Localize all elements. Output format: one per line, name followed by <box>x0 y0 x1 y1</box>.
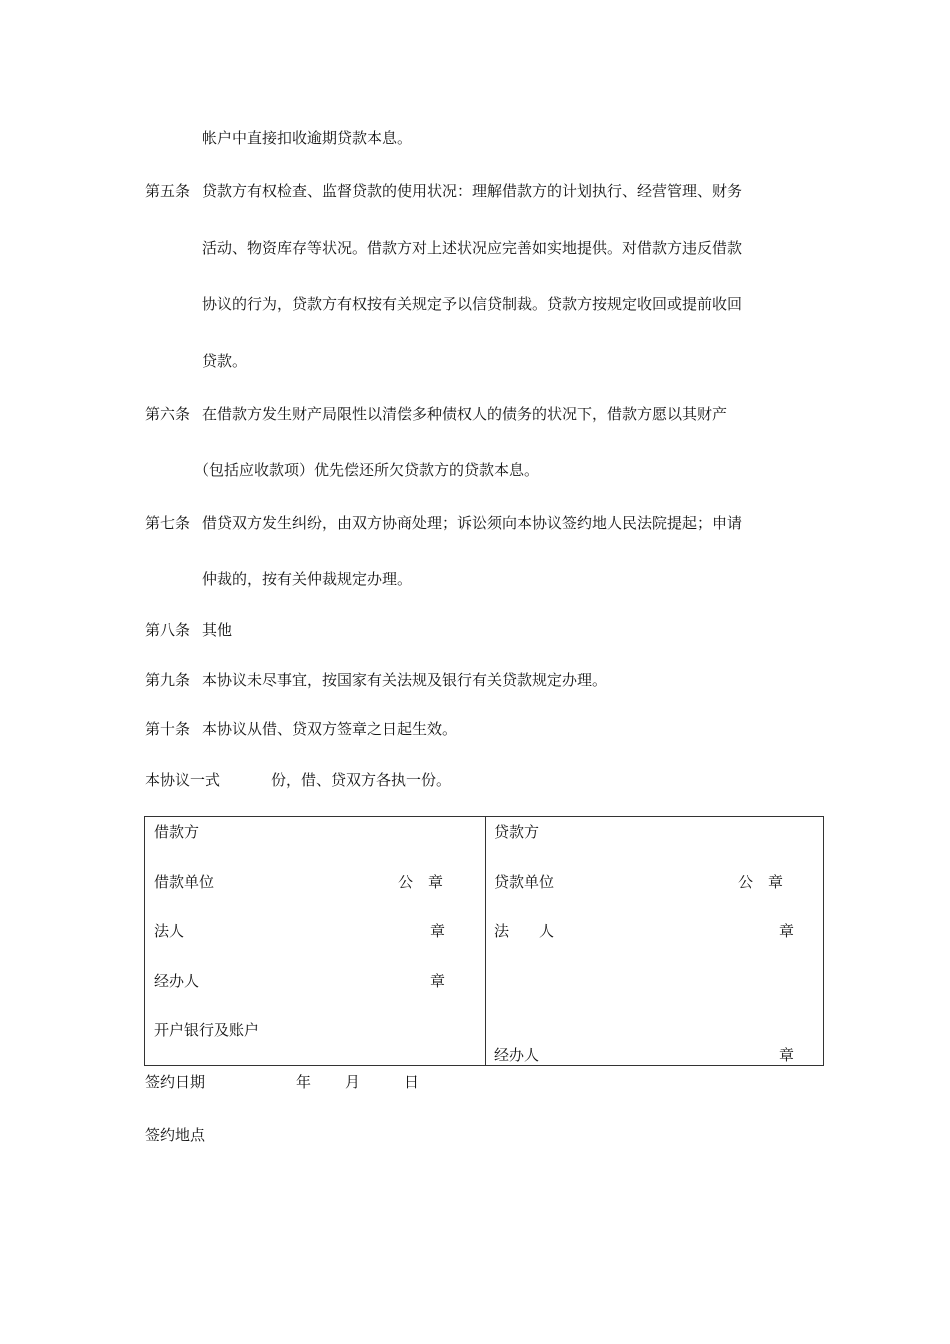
article-8-label: 第八条 <box>145 621 191 639</box>
borrower-legal-label: 法人 <box>154 922 185 940</box>
copies-suffix: 份，借、贷双方各执一份。 <box>271 771 452 789</box>
borrower-agent-seal: 章 <box>430 972 446 990</box>
sign-date-month: 月 <box>345 1073 361 1091</box>
table-divider <box>485 817 486 1065</box>
sign-date-label: 签约日期 <box>145 1073 206 1091</box>
borrower-unit-label: 借款单位 <box>154 873 215 891</box>
article-5-line-4: 贷款。 <box>202 352 248 370</box>
article-6-line-2: （包括应收款项）优先偿还所欠贷款方的贷款本息。 <box>194 461 540 479</box>
copies-prefix: 本协议一式 <box>145 771 221 789</box>
continuation-text: 帐户中直接扣收逾期贷款本息。 <box>202 129 413 147</box>
borrower-agent-label: 经办人 <box>154 972 200 990</box>
article-5-line-1: 贷款方有权检查、监督贷款的使用状况：理解借款方的计划执行、经营管理、财务 <box>202 182 743 200</box>
article-10-line-1: 本协议从借、贷双方签章之日起生效。 <box>202 720 458 738</box>
lender-agent-seal: 章 <box>779 1046 795 1064</box>
lender-agent-label: 经办人 <box>494 1046 540 1064</box>
article-6-line-1: 在借款方发生财产局限性以清偿多种债权人的债务的状况下，借款方愿以其财产 <box>202 405 728 423</box>
borrower-legal-seal: 章 <box>430 922 446 940</box>
article-7-line-1: 借贷双方发生纠纷，由双方协商处理；诉讼须向本协议签约地人民法院提起；申请 <box>202 514 743 532</box>
article-8-line-1: 其他 <box>202 621 233 639</box>
sign-date-year: 年 <box>296 1073 312 1091</box>
sign-date-day: 日 <box>404 1073 420 1091</box>
article-7-line-2: 仲裁的，按有关仲裁规定办理。 <box>202 570 413 588</box>
article-9-line-1: 本协议未尽事宜，按国家有关法规及银行有关贷款规定办理。 <box>202 671 608 689</box>
article-9-label: 第九条 <box>145 671 191 689</box>
article-7-label: 第七条 <box>145 514 191 532</box>
article-5-label: 第五条 <box>145 182 191 200</box>
article-5-line-3: 协议的行为，贷款方有权按有关规定予以信贷制裁。贷款方按规定收回或提前收回 <box>202 295 743 313</box>
lender-unit-seal: 公 章 <box>738 873 784 891</box>
lender-legal-seal: 章 <box>779 922 795 940</box>
lender-unit-label: 贷款单位 <box>494 873 555 891</box>
lender-title: 贷款方 <box>494 823 540 841</box>
sign-place-label: 签约地点 <box>145 1126 206 1144</box>
signature-table <box>144 816 824 1066</box>
article-6-label: 第六条 <box>145 405 191 423</box>
borrower-unit-seal: 公 章 <box>398 873 444 891</box>
article-10-label: 第十条 <box>145 720 191 738</box>
borrower-title: 借款方 <box>154 823 200 841</box>
borrower-bank-label: 开户银行及账户 <box>154 1021 260 1039</box>
lender-legal-label: 法 人 <box>494 922 555 940</box>
article-5-line-2: 活动、物资库存等状况。借款方对上述状况应完善如实地提供。对借款方违反借款 <box>202 239 743 257</box>
